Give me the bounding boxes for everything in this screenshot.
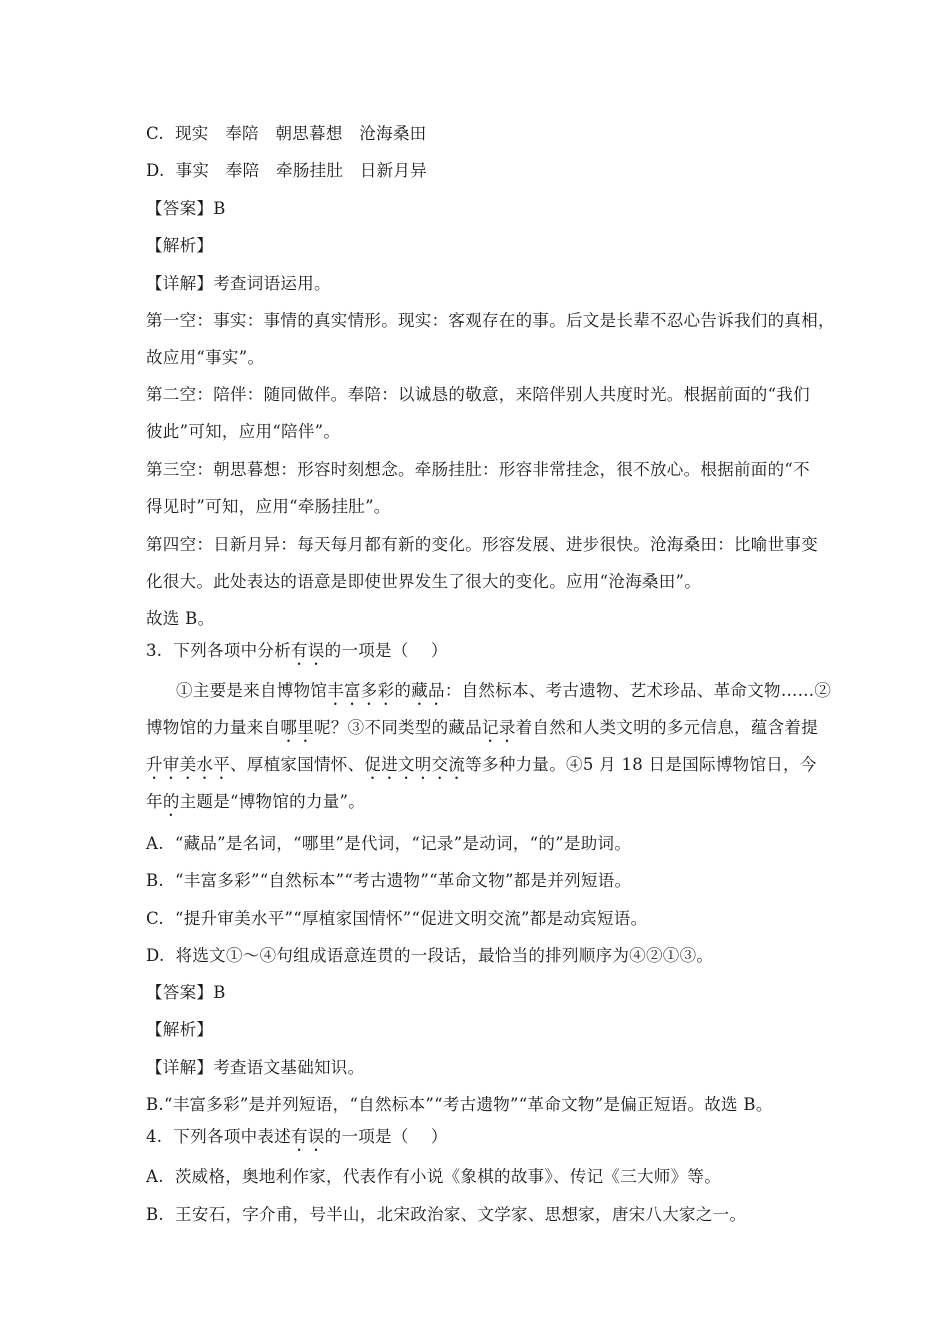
q2-detail: 【详解】考查词语运用。 [146,274,331,293]
q3-detail: 【详解】考查语文基础知识。 [146,1058,365,1077]
q2-blank3-line2: 得见时”可知，应用“牵肠挂肚”。 [146,497,391,516]
q3-explanation: B.“丰富多彩”是并列短语，“自然标本”“考古遗物”“革命文物”是偏正短语。故选 B。 [146,1095,773,1114]
q4-stem: 4. 下列各项中表述有误的一项是（ ） [146,1127,448,1146]
q4-option-a: A. 茨威格，奥地利作家，代表作有小说《象棋的故事》、传记《三大师》等。 [146,1167,721,1186]
emphasis-text: 促进文明交流 [364,755,466,774]
q2-blank1-line1: 第一空：事实：事情的真实情形。现实：客观存在的事。后文是长辈不忍心告诉我们的真相， [146,311,835,330]
emphasis-text: 的 [162,792,180,811]
q3-option-d: D. 将选文①～④句组成语意连贯的一段话，最恰当的排列顺序为④②①③。 [146,946,714,965]
q2-option-d: D. 事实 奉陪 牵肠挂肚 日新月异 [146,161,428,180]
emphasis-text: 丰富多彩 [327,681,395,700]
q3-answer: 【答案】B [146,983,226,1002]
emphasis-text: 记录 [482,718,516,737]
emphasis-text: 哪里 [280,718,315,737]
q2-blank4-line2: 化很大。此处表达的语意是即使世界发生了很大的变化。应用“沧海桑田”。 [146,572,702,591]
q3-option-a: A. “藏品”是名词，“哪里”是代词，“记录”是动词，“的”是助词。 [146,834,632,853]
emphasis-text: 升审美水平 [146,755,230,774]
q3-stem: 3. 下列各项中分析有误的一项是（ ） [146,641,448,660]
q2-blank4-line1: 第四空：日新月异：每天每月都有新的变化。形容发展、进步很快。沧海桑田：比喻世事变 [146,535,818,554]
q2-conclusion: 故选 B。 [146,609,215,628]
q3-passage-line4: 年的主题是“博物馆的力量”。 [146,792,366,811]
q3-passage-line2: 博物馆的力量来自哪里呢？③不同类型的藏品记录着自然和人类文明的多元信息，蕴含着提 [146,718,819,737]
q2-answer: 【答案】B [146,199,226,218]
q2-blank3-line1: 第三空：朝思暮想：形容时刻想念。牵肠挂肚：形容非常挂念，很不放心。根据前面的“不 [146,460,810,479]
emphasis-text: 有误 [291,1127,325,1146]
q2-blank1-line2: 故应用“事实”。 [146,348,265,367]
q2-analysis-label: 【解析】 [146,236,214,255]
emphasis-text: 藏品 [411,681,445,700]
q2-blank2-line1: 第二空：陪伴：随同做伴。奉陪：以诚恳的敬意，来陪伴别人共度时光。根据前面的“我们 [146,385,810,404]
q2-blank2-line2: 彼此”可知，应用“陪伴”。 [146,422,341,441]
q3-analysis-label: 【解析】 [146,1020,214,1039]
q4-option-b: B. 王安石，字介甫，号半山，北宋政治家、文学家、思想家，唐宋八大家之一。 [146,1205,747,1224]
q3-option-b: B. “丰富多彩”“自然标本”“考古遗物”“革命文物”都是并列短语。 [146,871,632,890]
q3-option-c: C. “提升审美水平”“厚植家国情怀”“促进文明交流”都是动宾短语。 [146,909,648,928]
emphasis-text: 有误 [291,641,325,660]
q3-passage-line3: 升审美水平、厚植家国情怀、促进文明交流等多种力量。④5 月 18 日是国际博物馆日，今 [146,755,817,774]
q3-passage-line1: ①主要是来自博物馆丰富多彩的藏品：自然标本、考古遗物、艺术珍品、革命文物……② [176,681,832,700]
q2-option-c: C. 现实 奉陪 朝思暮想 沧海桑田 [146,124,427,143]
